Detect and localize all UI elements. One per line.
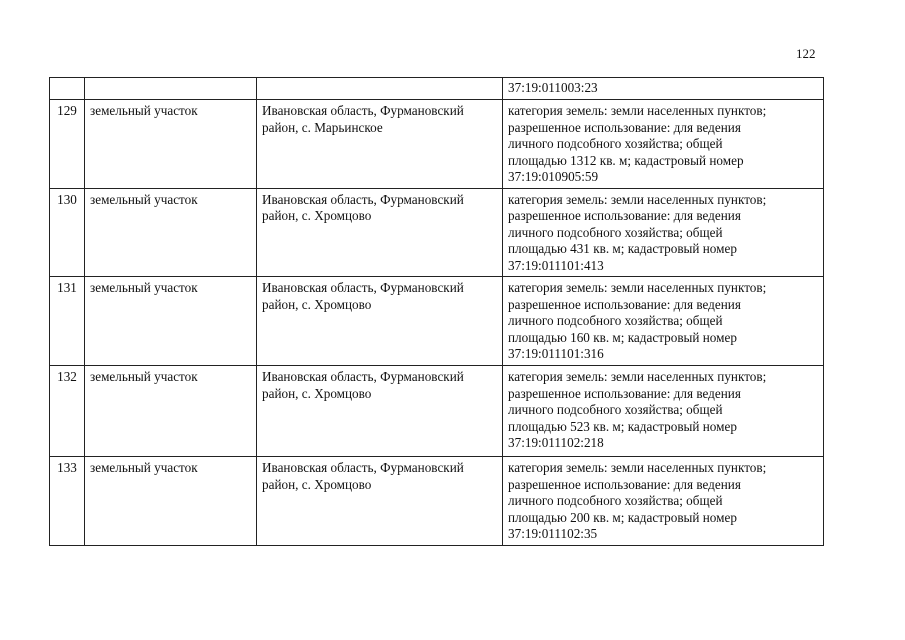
description-cell	[503, 457, 824, 546]
table-row	[50, 100, 824, 189]
description-cell	[503, 78, 824, 100]
cadastral-number: 37:19:010905:59	[508, 169, 599, 184]
description-line: площадью 523 кв. м; кадастровый номер	[508, 418, 737, 434]
cadastral-number: 37:19:011101:316	[508, 346, 604, 361]
description-line: личного подсобного хозяйства; общей	[508, 313, 723, 328]
description-line: личного подсобного хозяйства; общей	[508, 136, 723, 151]
address-line: район, с. Марьинское	[262, 119, 383, 135]
table-row-continuation	[50, 78, 824, 100]
object-type-cell: земельный участок	[85, 100, 257, 189]
row-number-cell: 129	[50, 100, 85, 189]
description-line: категория земель: земли населенных пунктов;	[508, 369, 767, 384]
cadastral-number: 37:19:011102:35	[508, 526, 598, 541]
address-line: Ивановская область, Фурмановский	[262, 103, 464, 118]
row-number-cell	[50, 78, 85, 100]
table-row	[50, 457, 824, 546]
table-row	[50, 277, 824, 366]
description-line: разрешенное использование: для ведения	[508, 208, 741, 223]
description-line: разрешенное использование: для ведения	[508, 296, 741, 312]
description-line: площадью 200 кв. м; кадастровый номер	[508, 509, 737, 525]
description-line: личного подсобного хозяйства; общей	[508, 402, 723, 417]
description-cell	[503, 100, 824, 189]
object-type-cell	[85, 78, 257, 100]
description-cell	[503, 366, 824, 457]
address-line: район, с. Хромцово	[262, 476, 372, 492]
object-type-cell: земельный участок	[85, 457, 257, 546]
description-cell	[503, 188, 824, 277]
row-number-cell: 131	[50, 277, 85, 366]
description-line: площадью 160 кв. м; кадастровый номер	[508, 329, 737, 345]
description-cell	[503, 277, 824, 366]
page-number: 122	[796, 46, 816, 61]
address-line: Ивановская область, Фурмановский	[262, 191, 464, 207]
address-cell	[257, 100, 503, 189]
description-line: разрешенное использование: для ведения	[508, 476, 741, 492]
row-number-cell: 133	[50, 457, 85, 546]
object-type-cell: земельный участок	[85, 366, 257, 457]
description-line: личного подсобного хозяйства; общей	[508, 493, 723, 508]
property-table	[49, 77, 824, 546]
description-line: категория земель: земли населенных пунктов;	[508, 460, 767, 475]
address-line: район, с. Хромцово	[262, 296, 372, 312]
description-line: категория земель: земли населенных пунктов;	[508, 280, 767, 295]
object-type-cell: земельный участок	[85, 188, 257, 277]
address-line: район, с. Хромцово	[262, 385, 372, 401]
row-number-cell: 130	[50, 188, 85, 277]
cadastral-number: 37:19:011101:413	[508, 257, 604, 273]
description-line: площадью 1312 кв. м; кадастровый номер	[508, 152, 744, 168]
address-line: Ивановская область, Фурмановский	[262, 280, 464, 295]
address-line: Ивановская область, Фурмановский	[262, 369, 464, 384]
cadastral-number: 37:19:011102:218	[508, 435, 604, 450]
description-line: площадью 431 кв. м; кадастровый номер	[508, 241, 737, 256]
table-row	[50, 366, 824, 457]
address-cell	[257, 366, 503, 457]
address-line: район, с. Хромцово	[262, 208, 372, 223]
address-line: Ивановская область, Фурмановский	[262, 460, 464, 475]
description-line: 37:19:011003:23	[508, 80, 598, 95]
description-line: категория земель: земли населенных пунктов;	[508, 191, 767, 207]
row-number-cell: 132	[50, 366, 85, 457]
address-cell	[257, 457, 503, 546]
address-cell	[257, 277, 503, 366]
description-line: разрешенное использование: для ведения	[508, 119, 741, 135]
address-cell	[257, 78, 503, 100]
address-cell	[257, 188, 503, 277]
description-line: категория земель: земли населенных пунктов;	[508, 103, 767, 118]
description-line: разрешенное использование: для ведения	[508, 385, 741, 401]
object-type-cell: земельный участок	[85, 277, 257, 366]
table-row	[50, 188, 824, 277]
description-line: личного подсобного хозяйства; общей	[508, 224, 723, 240]
